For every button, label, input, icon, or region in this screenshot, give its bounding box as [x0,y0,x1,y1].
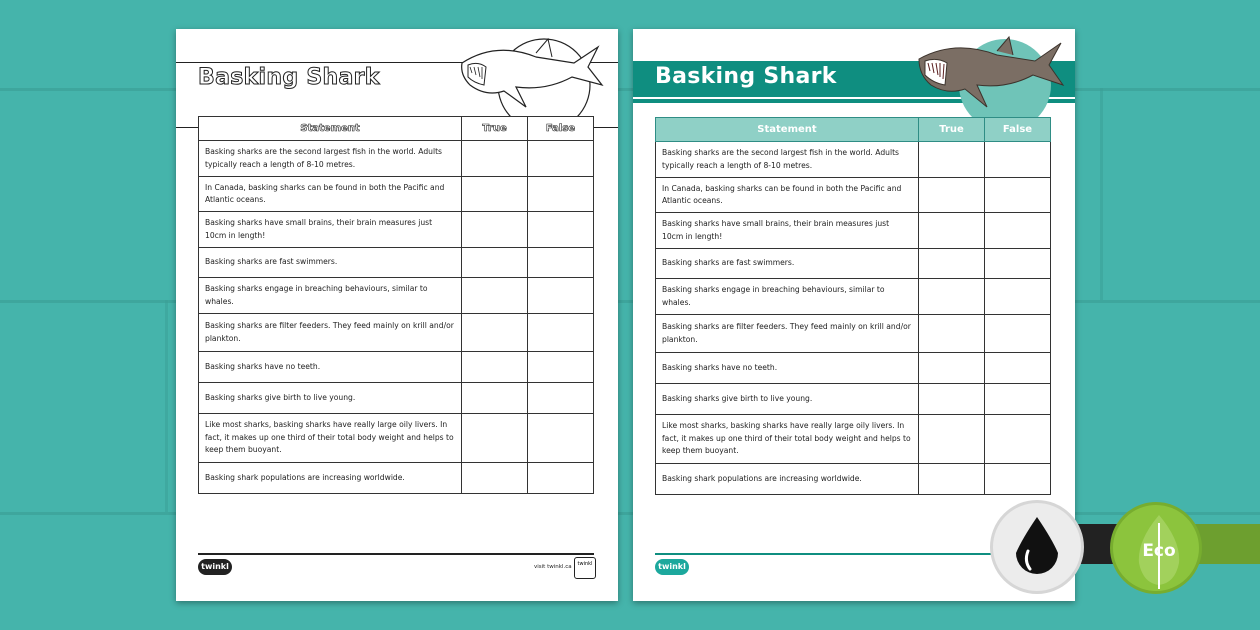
false-cell[interactable] [985,353,1051,384]
column-header-true: True [919,118,985,142]
false-cell[interactable] [528,383,594,414]
statement-text: Basking sharks are fast swimmers. [199,248,462,278]
false-cell[interactable] [985,415,1051,464]
true-cell[interactable] [919,464,985,495]
false-cell[interactable] [985,279,1051,315]
true-cell[interactable] [919,178,985,213]
table-row [199,314,594,352]
table-row [199,248,594,278]
column-header-statement: Statement [199,117,462,141]
table-row [199,463,594,494]
table-row [199,278,594,314]
statement-text: Basking sharks are the second largest fish in the world. Adults typically reach a length of 8-10 metres. [199,141,462,177]
table-row [199,383,594,414]
footer-website: visit twinkl.ca [534,564,572,570]
twinkl-logo: twinkl [655,559,689,575]
statement-text: Basking sharks are fast swimmers. [656,249,919,279]
table-row [656,142,1051,178]
table-row [199,352,594,383]
ink-version-button[interactable] [990,500,1084,594]
table-row [656,384,1051,415]
false-cell[interactable] [528,141,594,177]
false-cell[interactable] [985,315,1051,353]
eco-label: Eco [1142,541,1176,561]
true-cell[interactable] [462,177,528,212]
statement-text: Basking shark populations are increasing worldwide. [656,464,919,495]
true-cell[interactable] [462,141,528,177]
true-cell[interactable] [462,352,528,383]
eco-version-button[interactable] [1110,502,1202,594]
statement-text: Like most sharks, basking sharks have really large oily livers. In fact, it makes up one third of their total body weight and helps to keep them buoyant. [199,414,462,463]
worksheet-title: Basking Shark [198,65,380,90]
true-cell[interactable] [919,249,985,279]
footer-rule [655,553,1005,555]
twinkl-logo: twinkl [198,559,232,575]
statement-text: In Canada, basking sharks can be found in both the Pacific and Atlantic oceans. [199,177,462,212]
true-cell[interactable] [462,212,528,248]
false-cell[interactable] [985,249,1051,279]
statement-text: Basking sharks are the second largest fish in the world. Adults typically reach a length of 8-10 metres. [656,142,919,178]
true-cell[interactable] [462,314,528,352]
false-cell[interactable] [528,352,594,383]
column-header-true: True [462,117,528,141]
true-cell[interactable] [462,414,528,463]
table-row [656,315,1051,353]
statement-text: Basking sharks have small brains, their brain measures just 10cm in length! [656,213,919,249]
worksheet-title: Basking Shark [655,64,837,89]
true-cell[interactable] [919,353,985,384]
worksheet-bw [176,29,618,601]
table-row [199,177,594,212]
true-cell[interactable] [919,142,985,178]
statement-text: Basking sharks give birth to live young. [656,384,919,415]
table-row [656,178,1051,213]
wood-plank-seam [165,300,168,512]
true-cell[interactable] [919,415,985,464]
true-cell[interactable] [919,279,985,315]
false-cell[interactable] [528,248,594,278]
footer-rule [198,553,594,555]
column-header-statement: Statement [656,118,919,142]
statement-text: Basking sharks have no teeth. [656,353,919,384]
column-header-false: False [985,118,1051,142]
false-cell[interactable] [985,384,1051,415]
false-cell[interactable] [528,278,594,314]
true-cell[interactable] [462,248,528,278]
false-cell[interactable] [985,142,1051,178]
table-row [656,213,1051,249]
table-row [656,464,1051,495]
table-row [656,249,1051,279]
statements-table [655,117,1051,495]
column-header-false: False [528,117,594,141]
statement-text: Basking sharks have small brains, their brain measures just 10cm in length! [199,212,462,248]
statement-text: Basking sharks are filter feeders. They feed mainly on krill and/or plankton. [199,314,462,352]
false-cell[interactable] [985,213,1051,249]
wood-plank-seam [1100,88,1103,300]
table-row [656,279,1051,315]
twinkl-badge: twinkl [574,557,596,579]
statements-table [198,116,594,494]
false-cell[interactable] [528,314,594,352]
false-cell[interactable] [528,414,594,463]
true-cell[interactable] [462,278,528,314]
false-cell[interactable] [985,464,1051,495]
true-cell[interactable] [919,213,985,249]
table-row [199,141,594,177]
true-cell[interactable] [919,384,985,415]
ink-drop-icon [1012,515,1062,579]
statement-text: In Canada, basking sharks can be found in both the Pacific and Atlantic oceans. [656,178,919,213]
statement-text: Like most sharks, basking sharks have really large oily livers. In fact, it makes up one third of their total body weight and helps to keep them buoyant. [656,415,919,464]
false-cell[interactable] [985,178,1051,213]
table-row [199,212,594,248]
table-row [656,353,1051,384]
statement-text: Basking sharks engage in breaching behaviours, similar to whales. [656,279,919,315]
true-cell[interactable] [919,315,985,353]
statement-text: Basking sharks are filter feeders. They feed mainly on krill and/or plankton. [656,315,919,353]
table-row [199,414,594,463]
statement-text: Basking sharks have no teeth. [199,352,462,383]
true-cell[interactable] [462,463,528,494]
false-cell[interactable] [528,212,594,248]
true-cell[interactable] [462,383,528,414]
statement-text: Basking sharks engage in breaching behaviours, similar to whales. [199,278,462,314]
statement-text: Basking sharks give birth to live young. [199,383,462,414]
table-row [656,415,1051,464]
false-cell[interactable] [528,463,594,494]
statement-text: Basking shark populations are increasing worldwide. [199,463,462,494]
false-cell[interactable] [528,177,594,212]
